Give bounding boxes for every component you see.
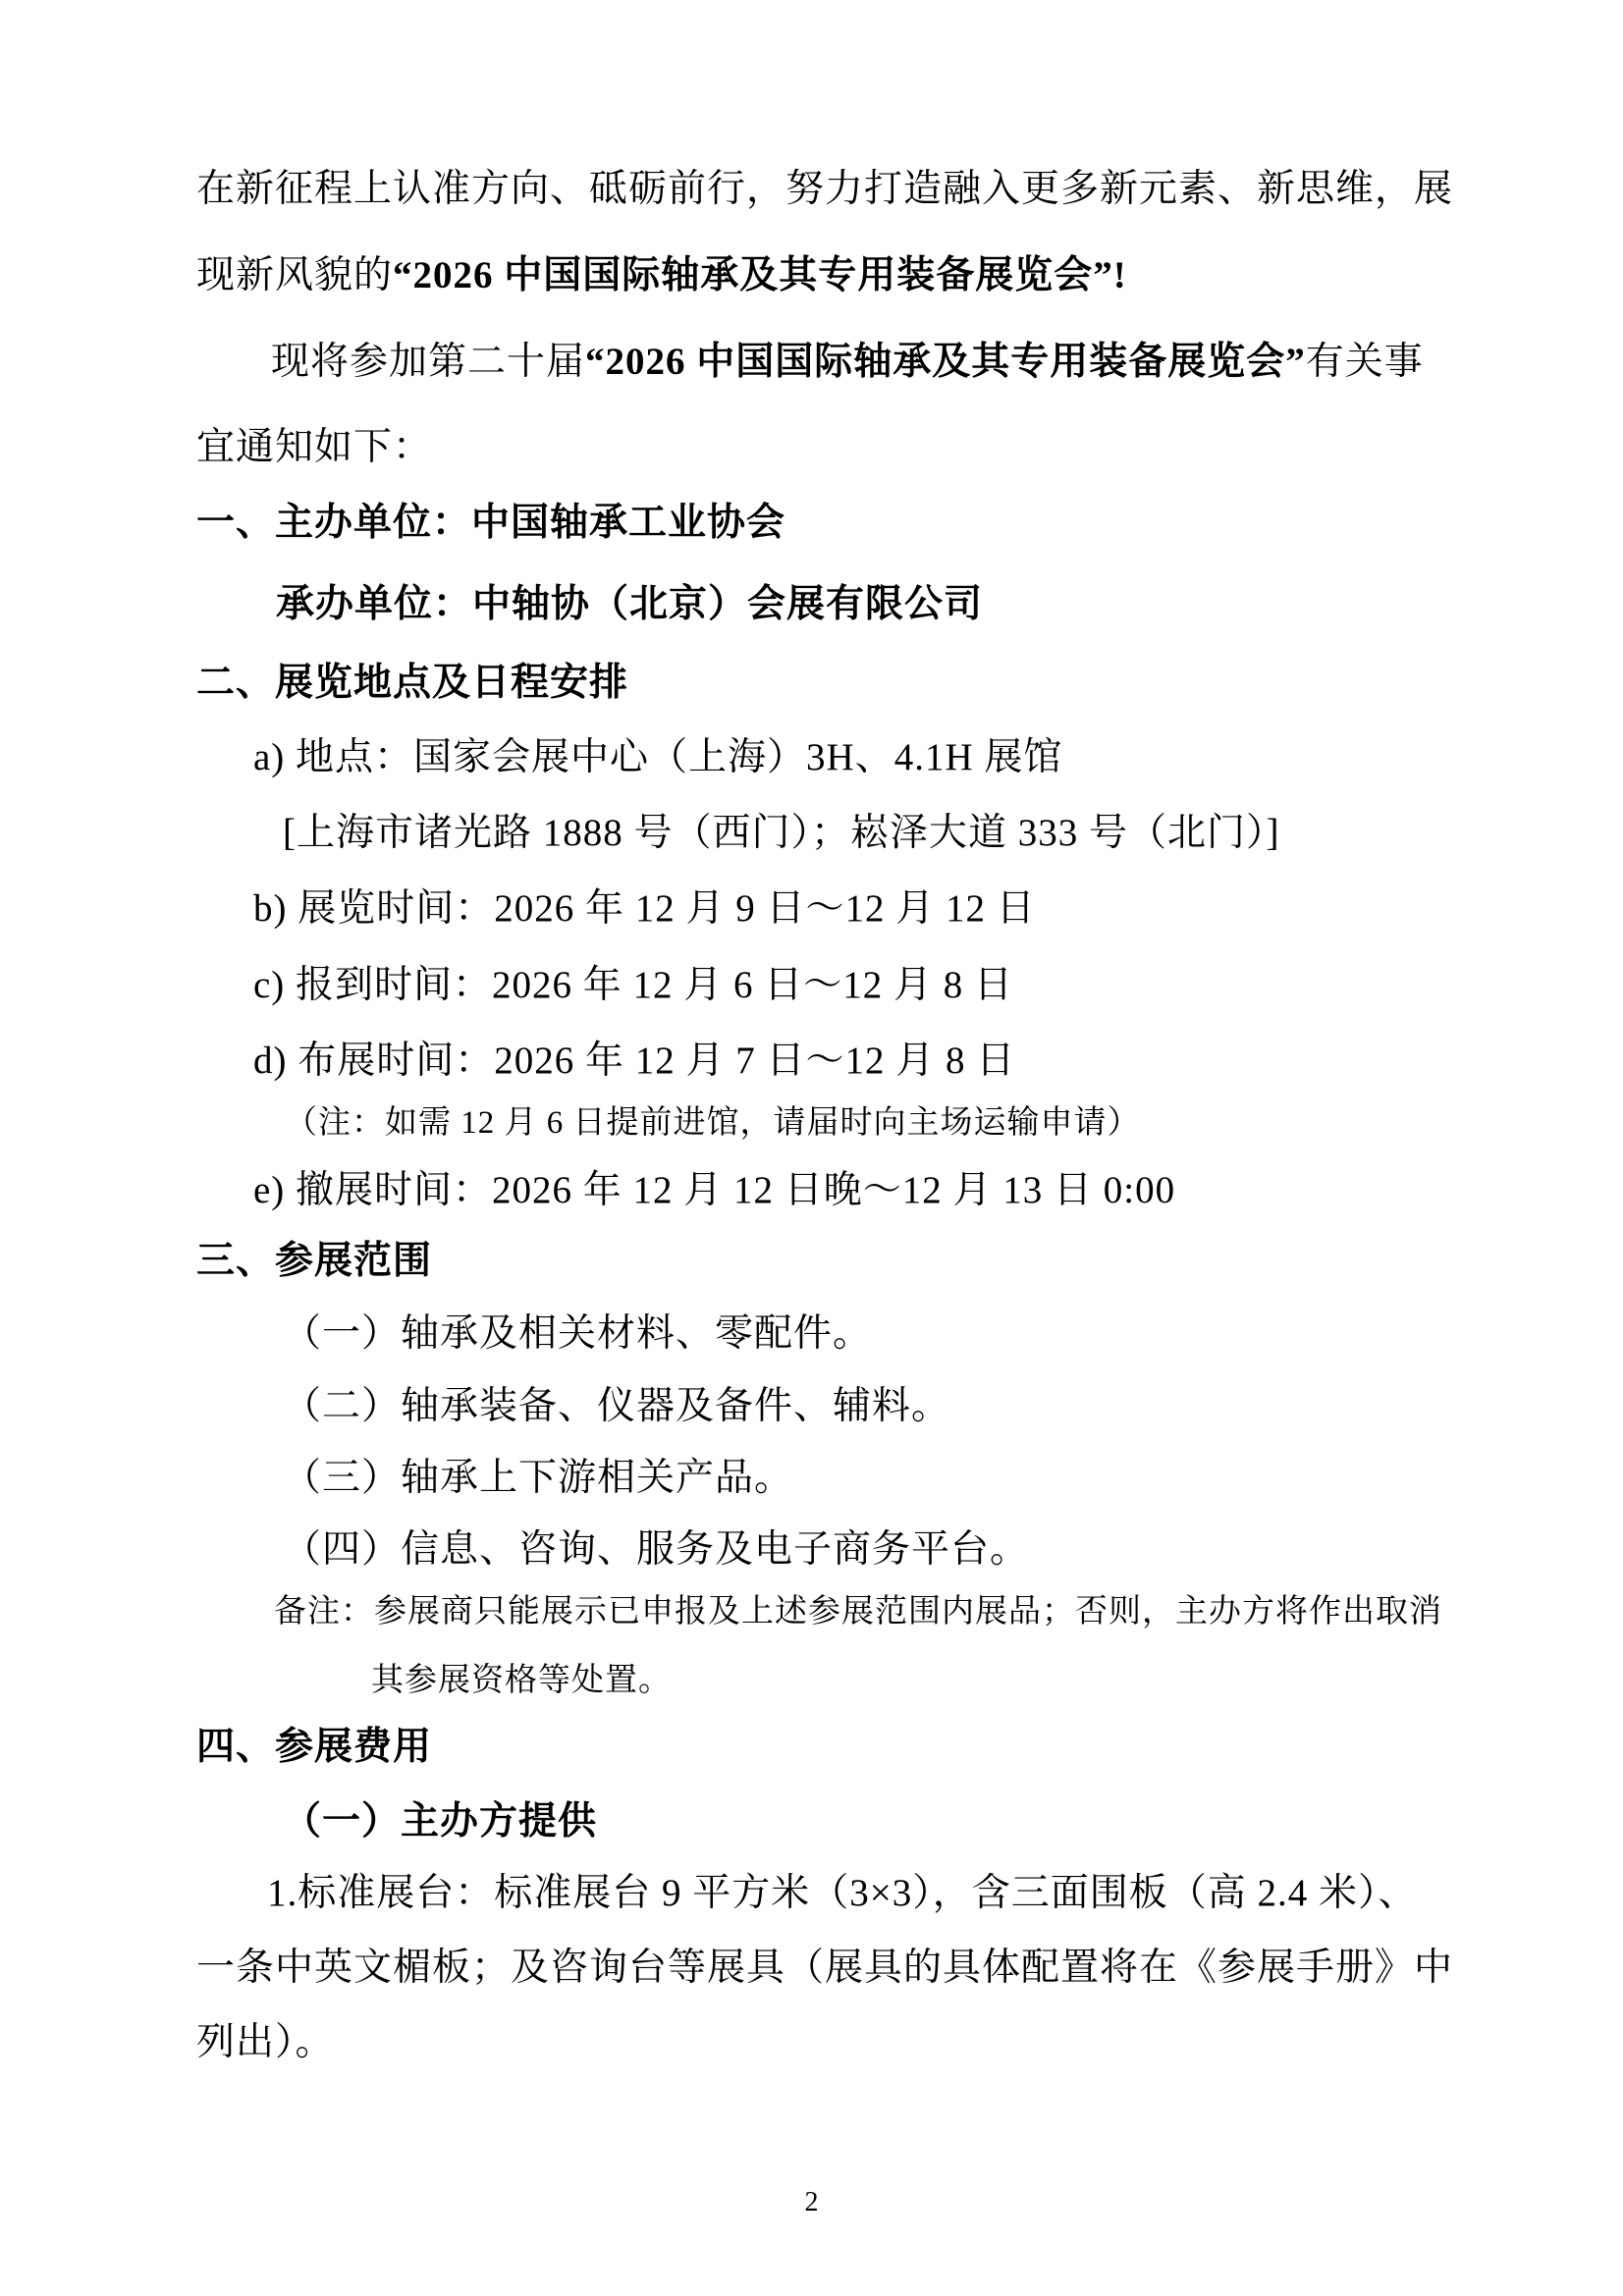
schedule-item-d: d) 布展时间：2026 年 12 月 7 日～12 月 8 日 (253, 1040, 1016, 1082)
exhibition-title-bold-2: “2026 中国国际轴承及其专用装备展览会” (585, 341, 1306, 383)
intro-line-4: 宜通知如下： (196, 426, 433, 468)
section-1-heading: 一、主办单位：中国轴承工业协会 (196, 502, 786, 544)
scope-item-3: （三）轴承上下游相关产品。 (283, 1457, 794, 1499)
schedule-item-d-note: （注：如需 12 月 6 日提前进馆，请届时向主场运输申请） (285, 1105, 1141, 1141)
schedule-item-a: a) 地点：国家会展中心（上海）3H、4.1H 展馆 (253, 736, 1063, 778)
scope-note-line-1: 备注：参展商只能展示已申报及上述参展范围内展品；否则，主办方将作出取消 (274, 1594, 1442, 1629)
intro-line-1: 在新征程上认准方向、砥砺前行，努力打造融入更多新元素、新思维，展 (196, 168, 1454, 210)
page-number: 2 (804, 2187, 819, 2217)
exhibition-title-bold: “2026 中国国际轴承及其专用装备展览会”! (393, 254, 1127, 296)
fee-para-line-1: 1.标准展台：标准展台 9 平方米（3×3），含三面围板（高 2.4 米）、 (267, 1872, 1418, 1914)
intro-line-2 (196, 253, 1127, 298)
scope-item-1: （一）轴承及相关材料、零配件。 (283, 1312, 873, 1355)
scope-note-line-2: 其参展资格等处置。 (371, 1663, 672, 1698)
intro-line-2-text: 现新风貌的 (196, 254, 394, 296)
co-organizer-line: 承办单位：中轴协（北京）会展有限公司 (276, 583, 984, 625)
scope-item-2: （二）轴承装备、仪器及备件、辅料。 (283, 1385, 951, 1427)
schedule-item-c: c) 报到时间：2026 年 12 月 6 日～12 月 8 日 (253, 964, 1014, 1006)
section-4-heading: 四、参展费用 (196, 1726, 433, 1768)
schedule-item-a-address: [上海市诸光路 1888 号（西门）；崧泽大道 333 号（北门）] (283, 812, 1280, 854)
section-4-sub-heading: （一）主办方提供 (283, 1800, 598, 1842)
intro-line-3 (271, 340, 1424, 385)
intro-line-3-text: 现将参加第二十届 (271, 341, 586, 383)
intro-line-3-suffix: 有关事 (1305, 341, 1424, 383)
section-2-heading: 二、展览地点及日程安排 (196, 662, 629, 704)
fee-para-line-3: 列出）。 (196, 2021, 335, 2063)
scope-item-4: （四）信息、咨询、服务及电子商务平台。 (283, 1528, 1030, 1571)
schedule-item-e: e) 撤展时间：2026 年 12 月 12 日晚～12 月 13 日 0:00 (253, 1169, 1176, 1211)
fee-para-line-2: 一条中英文楣板；及咨询台等展具（展具的具体配置将在《参展手册》中 (196, 1947, 1454, 1989)
section-3-heading: 三、参展范围 (196, 1240, 433, 1282)
schedule-item-b: b) 展览时间：2026 年 12 月 9 日～12 月 12 日 (253, 887, 1036, 930)
